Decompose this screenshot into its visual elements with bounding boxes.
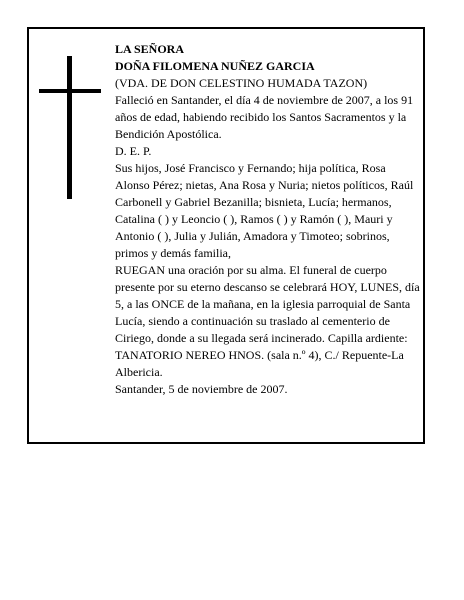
notice-title: LA SEÑORA (115, 42, 185, 56)
deceased-name: DOÑA FILOMENA NUÑEZ GARCIA (115, 59, 315, 73)
closing-line: Santander, 5 de noviembre de 2007. (115, 382, 288, 396)
widow-line: (VDA. DE DON CELESTINO HUMADA TAZON) (115, 76, 368, 90)
request-text: RUEGAN una oración por su alma. El funeral de cuerpo presente por su eterno descanso se celebrará HOY, LUNES, día 5, a las ONCE de la mañana, en la iglesia parroquial de Santa Lucía, siendo a continuación su traslado al cementerio de Ciriego, donde a su llegada será incinerado. Capilla ardiente: TANATORIO NEREO HNOS. (sala n.º 4), C./ Repuente-La Albericia. (115, 263, 420, 379)
cross-horizontal-bar (39, 89, 101, 93)
obituary-notice (27, 27, 425, 444)
death-statement: Falleció en Santander, el día 4 de noviembre de 2007, a los 91 años de edad, habiendo recibido los Santos Sacramentos y la Bendición Apostólica. (115, 93, 414, 141)
notice-text (115, 41, 421, 398)
cross-vertical-bar (67, 56, 72, 199)
family-text: Sus hijos, José Francisco y Fernando; hija política, Rosa Alonso Pérez; nietas, Ana Rosa y Nuria; nietos políticos, Raúl Carbonell y Gabriel Bezanilla; bisnieta, Lucía; hermanos, Catalina ( ) y Leoncio ( ), Ramos ( ) y Ramón ( ), Mauri y Antonio ( ), Julia y Julián, Amadora y Timoteo; sobrinos, primos y demás familia, (115, 161, 414, 260)
dep-line: D. E. P. (115, 144, 152, 158)
